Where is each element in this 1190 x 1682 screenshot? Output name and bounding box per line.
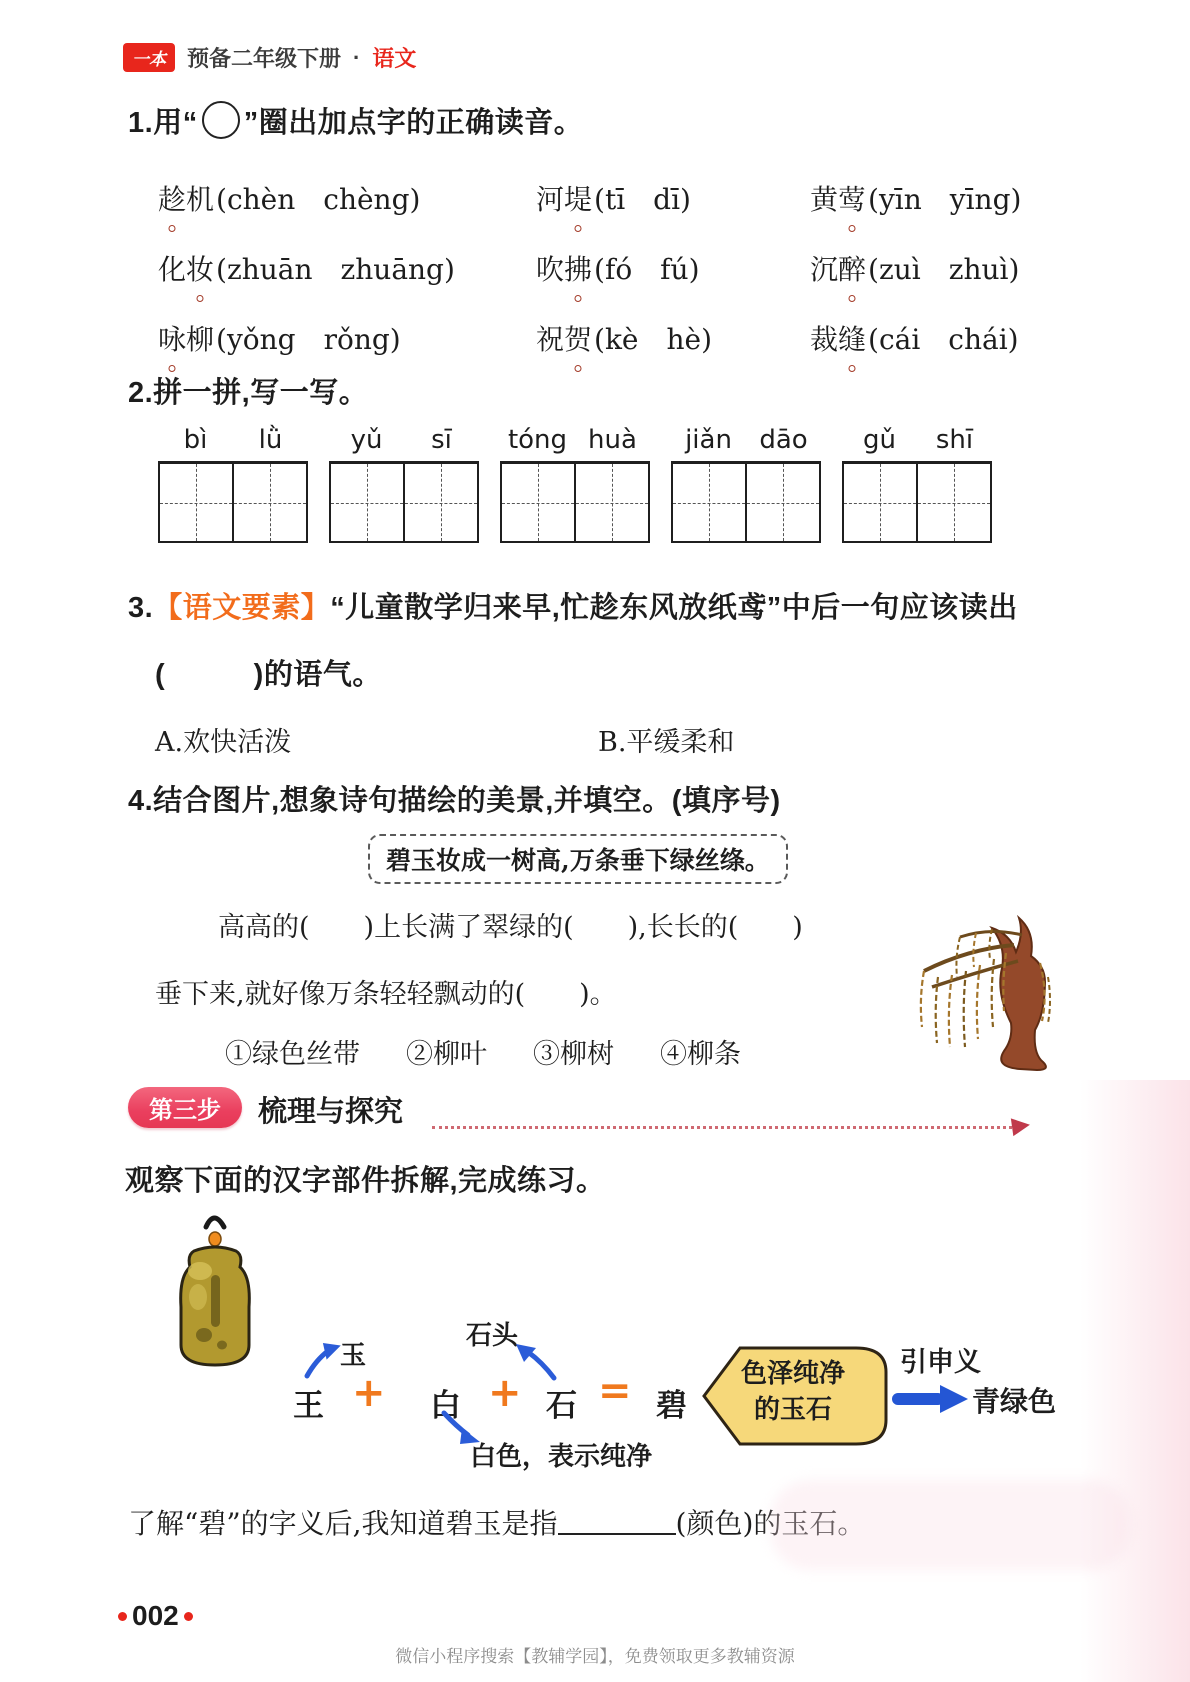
pinyin-choice-item (810, 178, 1080, 248)
dotted-character: 妆 (186, 248, 214, 288)
pinyin-label: dāo (759, 425, 808, 455)
pinyin-options: (chèn chèng) (216, 183, 421, 216)
choice-3: ③柳树 (533, 1039, 614, 1070)
pinyin-choice-item (158, 248, 536, 318)
choice-1: ①绿色丝带 (225, 1039, 360, 1070)
writing-cell (331, 464, 405, 541)
pinyin-label: lǜ (258, 425, 283, 455)
component-bai: 白 (430, 1388, 461, 1424)
pinyin-options: (zuì zhuì) (868, 253, 1020, 286)
writing-grid (329, 461, 479, 543)
writing-cell (405, 464, 477, 541)
dotted-character: 缝 (838, 318, 866, 358)
character: 祝 (536, 323, 565, 356)
footer-note: 微信小程序搜索【教辅学园】，免费领取更多教辅资源 (395, 1647, 795, 1666)
plus-icon: + (352, 1370, 386, 1416)
writing-group (158, 425, 308, 543)
divider-arrow-icon (1011, 1116, 1031, 1136)
option-b: B.平缓柔和 (598, 727, 735, 758)
pinyin-label: huà (588, 425, 637, 455)
choices-row (225, 1032, 741, 1071)
verse-box: 碧玉妆成一树高,万条垂下绿丝绦。 (368, 834, 788, 884)
dotted-character: 贺 (564, 318, 592, 358)
question-3-heading (128, 585, 1018, 626)
question-text-post: ”圈出加点字的正确读音。 (243, 107, 584, 139)
pinyin-label: shī (935, 425, 974, 455)
choice-2: ②柳叶 (406, 1039, 487, 1070)
extended-meaning-label: 引申义 (900, 1347, 981, 1378)
writing-group (329, 425, 479, 543)
page-header (123, 42, 416, 73)
pinyin-label: gǔ (863, 425, 896, 455)
question-4-heading: 4.结合图片,想象诗句描绘的美景,并填空。(填序号) (128, 785, 781, 817)
scan-artifact (1080, 1080, 1190, 1682)
pinyin-choice-item (810, 248, 1080, 318)
answer-blank (558, 1505, 676, 1535)
dotted-character: 醉 (838, 248, 866, 288)
essence-tag: 【语文要素】 (153, 592, 331, 624)
annotation-stone: 石头 (466, 1321, 519, 1351)
arrow-right-icon (890, 1384, 970, 1414)
character: 河 (536, 183, 565, 216)
question-1-heading (128, 100, 583, 141)
pinyin-options: (yǒng rǒng) (216, 323, 401, 356)
character: 机 (186, 183, 215, 216)
writing-group (842, 425, 992, 543)
writing-cell (234, 464, 306, 541)
annotation-jade: 玉 (340, 1341, 367, 1371)
question-number: 3. (128, 592, 154, 624)
question-text-pre: 用“ (153, 107, 198, 139)
annotation-white: 白色，表示纯净 (470, 1442, 653, 1472)
brand-badge: 一本 (123, 43, 175, 72)
meaning-line-1: 色泽纯净 (740, 1359, 845, 1389)
arrow-up-icon (508, 1340, 562, 1384)
writing-cell (502, 464, 576, 541)
dotted-character: 堤 (564, 178, 592, 218)
pinyin-choice-item (536, 248, 810, 318)
pinyin-choice-item (810, 318, 1080, 388)
fill-line-2: 垂下来,就好像万条轻轻飘动的( )。 (155, 979, 617, 1010)
writing-grid (158, 461, 308, 543)
conclusion-post: (颜色)的玉石。 (675, 1507, 866, 1540)
pinyin-label: sī (431, 425, 452, 455)
dotted-character: 莺 (838, 178, 866, 218)
conclusion-pre: 了解“碧”的字义后,我知道碧玉是指 (128, 1507, 558, 1540)
pinyin-choice-item (158, 178, 536, 248)
writing-cell (576, 464, 648, 541)
character: 黄 (810, 183, 839, 216)
pinyin-options: (cái chái) (868, 323, 1019, 356)
dot-icon (184, 1612, 193, 1621)
subject-label: 语文 (372, 46, 417, 71)
writing-practice-row (158, 425, 992, 543)
step-title: 梳理与探究 (258, 1096, 404, 1128)
page-number (118, 1600, 193, 1632)
fill-line-1: 高高的( )上长满了翠绿的( ),长长的( ) (218, 912, 803, 943)
equals-icon: = (598, 1368, 632, 1414)
meaning-box-text (728, 1356, 858, 1428)
pinyin-options: (tī dī) (594, 183, 691, 216)
pronunciation-grid (158, 178, 1080, 388)
pinyin-label: jiǎn (685, 425, 732, 455)
section-divider (432, 1126, 1012, 1129)
character: 柳 (186, 323, 215, 356)
pinyin-label: bì (183, 425, 208, 455)
writing-cell (918, 464, 990, 541)
writing-grid (671, 461, 821, 543)
jade-pendant-image (162, 1205, 272, 1375)
question-number: 1. (128, 107, 154, 139)
pinyin-options: (fó fú) (594, 253, 700, 286)
pinyin-options: (kè hè) (594, 323, 713, 356)
component-shi: 石 (546, 1388, 577, 1424)
writing-grid (500, 461, 650, 543)
writing-cell (673, 464, 747, 541)
choice-4: ④柳条 (660, 1039, 741, 1070)
pinyin-choice-item (536, 318, 810, 388)
writing-cell (160, 464, 234, 541)
title-separator: · (353, 44, 361, 70)
dotted-character: 趁 (158, 178, 186, 218)
step-badge: 第三步 (128, 1087, 242, 1128)
meaning-line-2: 的玉石 (753, 1395, 832, 1425)
character: 裁 (810, 323, 839, 356)
writing-group (671, 425, 821, 543)
question-text: “儿童散学归来早,忙趁东风放纸鸢”中后一句应该读出 (330, 592, 1018, 624)
component-wang: 王 (293, 1388, 324, 1424)
writing-group (500, 425, 650, 543)
pinyin-label: tóng (507, 425, 568, 455)
pinyin-choice-item (536, 178, 810, 248)
character: 化 (158, 253, 187, 286)
character: 沉 (810, 253, 839, 286)
pinyin-options: (zhuān zhuāng) (216, 253, 455, 286)
conclusion-sentence (128, 1502, 865, 1542)
writing-cell (747, 464, 819, 541)
plus-icon: + (488, 1370, 522, 1416)
dotted-character: 咏 (158, 318, 186, 358)
dot-icon (118, 1612, 127, 1621)
arrow-up-icon (300, 1338, 346, 1382)
writing-grid (842, 461, 992, 543)
page-number-text: 002 (132, 1600, 179, 1631)
book-title: 预备二年级下册 (187, 46, 342, 71)
character: 吹 (536, 253, 565, 286)
writing-cell (844, 464, 918, 541)
pinyin-label: yǔ (350, 425, 383, 455)
circle-icon (202, 101, 240, 139)
extended-meaning-value: 青绿色 (972, 1385, 1057, 1418)
result-bi: 碧 (656, 1388, 687, 1424)
question-3-line2: ( )的语气。 (155, 659, 382, 691)
pinyin-options: (yīn yīng) (868, 183, 1022, 216)
willow-tree-image (872, 893, 1062, 1073)
option-a: A.欢快活泼 (155, 727, 292, 758)
dotted-character: 拂 (564, 248, 592, 288)
section-instruction: 观察下面的汉字部件拆解,完成练习。 (125, 1165, 606, 1197)
question-2-heading: 2.拼一拼,写一写。 (128, 377, 369, 409)
